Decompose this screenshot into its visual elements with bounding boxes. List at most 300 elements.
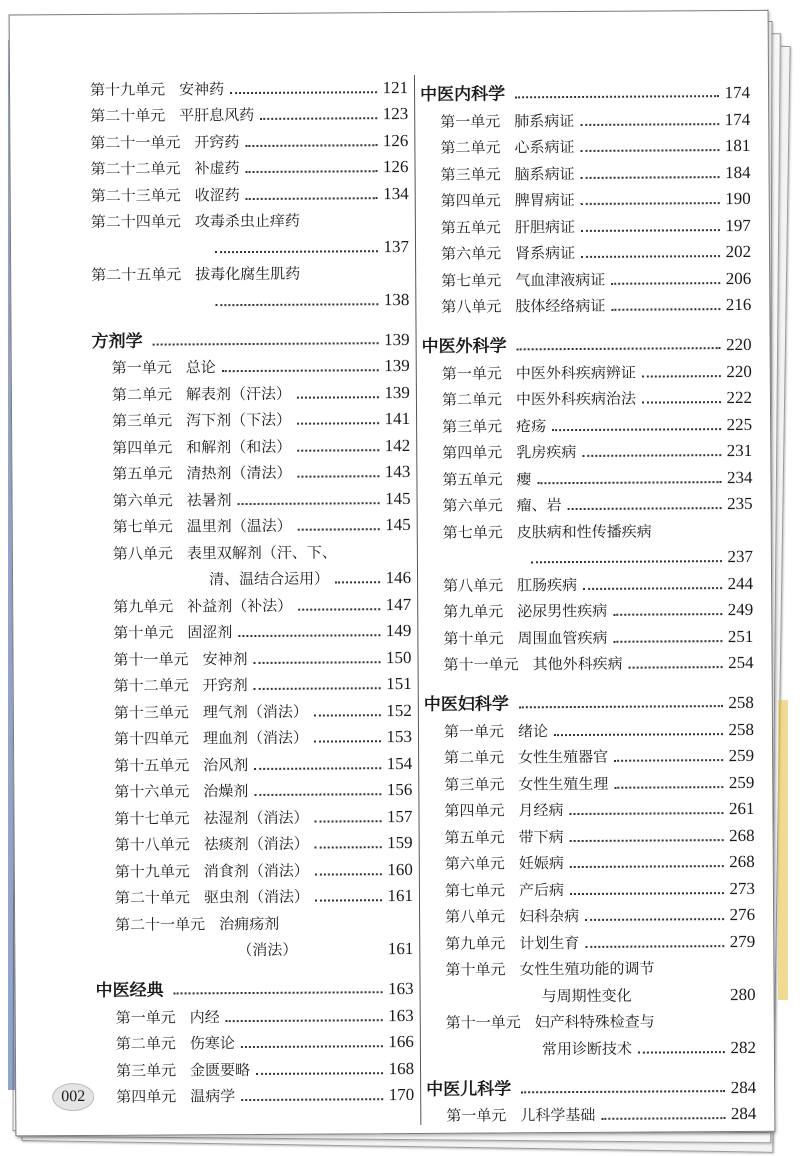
unit-title: 安神药 xyxy=(179,79,225,98)
unit-label: 第四单元 xyxy=(440,191,501,210)
unit-label: 第五单元 xyxy=(444,827,505,847)
unit-title: 表里双解剂（汗、下、 xyxy=(186,542,337,562)
toc-entry xyxy=(90,71,408,99)
unit-title: 气血津液病证 xyxy=(515,270,606,289)
toc-entry xyxy=(91,177,409,205)
page-number: 143 xyxy=(384,462,411,482)
leader-dots xyxy=(256,1072,382,1075)
leader-dots xyxy=(246,197,377,200)
unit-title: 疮疡 xyxy=(516,416,547,435)
page-number: 151 xyxy=(386,674,412,694)
unit-label: 第四单元 xyxy=(112,437,173,457)
section-title: 中医经典 xyxy=(95,980,164,1001)
leader-dots xyxy=(570,865,723,868)
section-title: 方剂学 xyxy=(91,331,143,352)
page-number: 121 xyxy=(382,77,409,97)
unit-label: 第三单元 xyxy=(115,1060,177,1080)
page-number: 181 xyxy=(724,135,751,156)
leader-dots xyxy=(297,475,378,477)
leader-dots xyxy=(297,422,378,424)
unit-label: 第九单元 xyxy=(445,933,506,953)
section-entries xyxy=(96,999,415,1107)
section-heading xyxy=(420,69,750,105)
toc-entry xyxy=(443,567,753,595)
unit-label: 第七单元 xyxy=(441,270,502,290)
unit-title: 产后病 xyxy=(518,880,565,899)
unit-title: 补益剂（补法） xyxy=(187,596,293,615)
toc-entry xyxy=(443,646,753,674)
unit-label: 第十单元 xyxy=(113,623,174,642)
section-heading xyxy=(91,316,409,352)
toc-entry xyxy=(445,872,755,900)
leader-dots xyxy=(537,481,720,484)
page-number: 251 xyxy=(727,626,754,646)
leader-dots xyxy=(246,170,377,173)
unit-label: 第十一单元 xyxy=(443,655,519,674)
toc-entry xyxy=(440,129,750,157)
leader-dots xyxy=(581,229,719,232)
unit-title: 祛暑剂 xyxy=(186,490,232,509)
leader-dots xyxy=(314,714,380,716)
leader-dots xyxy=(585,918,723,921)
toc-entry xyxy=(90,124,408,152)
page-number: 139 xyxy=(384,382,410,402)
unit-title: 治风剂 xyxy=(203,755,249,774)
toc-entry xyxy=(114,694,412,722)
toc-entry xyxy=(444,713,754,741)
unit-label: 第八单元 xyxy=(441,297,502,316)
unit-title: 中医外科疾病辨证 xyxy=(515,363,636,382)
unit-title: 内经 xyxy=(189,1007,220,1026)
page-number: 220 xyxy=(726,361,752,381)
toc-entry xyxy=(114,774,412,802)
leader-dots xyxy=(570,839,723,842)
unit-label: 第三单元 xyxy=(442,416,503,436)
section-entries xyxy=(420,103,751,317)
toc-entry xyxy=(445,898,755,926)
unit-label: 第一单元 xyxy=(443,721,505,741)
leader-dots xyxy=(515,95,719,98)
unit-label: 第十九单元 xyxy=(89,79,166,99)
unit-label: 第十三单元 xyxy=(113,702,189,722)
unit-label: 第一单元 xyxy=(115,1007,176,1027)
toc-entry xyxy=(444,792,754,820)
unit-title: 收涩药 xyxy=(194,185,240,204)
page-number: 190 xyxy=(725,188,751,209)
unit-title: 驱虫剂（消法） xyxy=(203,887,310,907)
unit-title: 肾系病证 xyxy=(515,243,576,263)
unit-label: 第四单元 xyxy=(444,801,505,820)
section-entries xyxy=(423,567,754,675)
page-number: 206 xyxy=(725,268,752,288)
leader-dots xyxy=(335,581,379,583)
leader-dots xyxy=(601,1117,724,1120)
page-number: 126 xyxy=(382,130,409,150)
unit-title: 温里剂（温法） xyxy=(186,516,292,536)
toc-entry xyxy=(445,951,755,979)
toc-entry xyxy=(442,381,752,409)
leader-dots xyxy=(315,899,381,901)
leader-dots xyxy=(230,91,376,94)
unit-title: 祛湿剂（消法） xyxy=(203,808,309,827)
section-entries xyxy=(92,350,411,537)
page-number: 139 xyxy=(384,356,410,376)
page-number: 184 xyxy=(725,162,751,182)
leader-dots xyxy=(222,369,378,372)
section-heading xyxy=(424,679,754,715)
leader-dots xyxy=(614,786,722,789)
page-number: 161 xyxy=(387,938,414,959)
leader-dots xyxy=(238,502,379,505)
page-number: 254 xyxy=(728,652,754,673)
page-number: 153 xyxy=(386,727,413,747)
toc-entry xyxy=(90,98,408,126)
leader-dots xyxy=(583,587,721,590)
toc-entry-continuation xyxy=(115,932,413,960)
leader-dots xyxy=(642,401,720,403)
toc-entry xyxy=(442,461,752,489)
unit-label: 第二单元 xyxy=(441,390,503,409)
unit-label: 第十九单元 xyxy=(114,861,190,881)
section-entries xyxy=(424,713,755,954)
unit-label: 第十八单元 xyxy=(114,835,190,854)
toc-entry xyxy=(441,288,751,316)
leader-dots xyxy=(241,1098,382,1101)
page-number: 166 xyxy=(388,1031,414,1052)
page-number: 163 xyxy=(388,1005,414,1025)
page-number: 259 xyxy=(728,745,755,766)
unit-title: 平肝息风药 xyxy=(179,105,255,125)
unit-label: 第二十四单元 xyxy=(90,212,181,231)
unit-label: 第七单元 xyxy=(112,517,173,536)
right-column xyxy=(420,69,756,1126)
section-heading xyxy=(95,965,413,1001)
unit-label: 第七单元 xyxy=(444,880,506,900)
leader-dots xyxy=(297,396,378,398)
leader-dots xyxy=(582,454,720,457)
unit-label: 第五单元 xyxy=(112,464,173,483)
unit-label: 第一单元 xyxy=(446,1106,507,1125)
leader-dots xyxy=(241,1045,382,1048)
leader-space xyxy=(303,952,381,954)
page-number: 273 xyxy=(729,878,755,898)
page-number: 258 xyxy=(728,719,755,739)
unit-title: 妊娠病 xyxy=(518,854,564,873)
unit-title-line2: （消法） xyxy=(237,940,298,960)
toc-entry xyxy=(442,355,752,383)
leader-dots xyxy=(260,117,376,120)
leader-dots xyxy=(581,255,719,258)
leader-dots xyxy=(517,347,721,350)
unit-label: 第六单元 xyxy=(444,854,505,873)
toc-entry-continuation xyxy=(113,562,411,590)
leader-dots xyxy=(153,342,379,345)
unit-label: 第十四单元 xyxy=(113,729,190,748)
unit-title: 消食剂（消法） xyxy=(203,861,309,880)
leader-dots xyxy=(568,507,721,510)
unit-title: 理血剂（消法） xyxy=(202,728,309,748)
unit-title: 伤寒论 xyxy=(189,1034,235,1053)
leader-dots xyxy=(298,528,379,530)
toc-entry xyxy=(115,827,413,855)
page-number: 216 xyxy=(725,294,752,315)
unit-title: 周围血管疾病 xyxy=(517,628,608,647)
page-number: 146 xyxy=(385,568,412,588)
unit-label: 第七单元 xyxy=(442,522,503,542)
unit-title-line2: 与周期性变化 xyxy=(541,986,632,1005)
section-title: 中医内科学 xyxy=(420,84,506,105)
toc-entry xyxy=(114,668,412,696)
leader-dots xyxy=(580,149,718,152)
unit-label: 第五单元 xyxy=(442,469,503,489)
page-number: 157 xyxy=(386,806,413,826)
page-number: 249 xyxy=(727,599,754,620)
section-heading xyxy=(421,321,751,357)
toc-entry xyxy=(444,766,754,794)
toc-entry xyxy=(112,456,410,484)
page-number: 123 xyxy=(382,104,409,124)
unit-title: 肝胆病证 xyxy=(514,217,575,236)
unit-label: 第九单元 xyxy=(443,602,504,621)
toc-entry xyxy=(443,514,753,542)
leader-dots xyxy=(611,308,719,311)
toc-entry xyxy=(114,747,412,775)
toc-entry xyxy=(444,739,754,767)
leader-dots xyxy=(614,759,722,762)
toc-entry xyxy=(114,721,412,749)
section-heading xyxy=(426,1063,756,1099)
unit-label: 第十六单元 xyxy=(114,782,190,801)
unit-label: 第四单元 xyxy=(442,443,503,462)
toc-entry xyxy=(116,1025,414,1053)
toc-entry-continuation xyxy=(91,230,409,258)
page-number: 279 xyxy=(729,931,756,951)
unit-label: 第十一单元 xyxy=(445,1013,521,1032)
leader-dots xyxy=(238,634,379,637)
section-title: 中医妇科学 xyxy=(423,694,509,715)
section-entries xyxy=(93,588,413,908)
unit-title: 开窍剂 xyxy=(202,676,248,695)
unit-title-line2: 清、温结合运用） xyxy=(208,569,330,589)
toc-entry xyxy=(113,588,411,616)
unit-label: 第一单元 xyxy=(440,111,501,131)
page-number: 235 xyxy=(727,493,753,514)
page-number: 150 xyxy=(385,647,412,667)
leader-dots xyxy=(298,608,379,610)
page-number: 222 xyxy=(726,387,752,408)
unit-label: 第二十一单元 xyxy=(90,132,181,152)
page-number: 276 xyxy=(729,904,756,925)
unit-title: 解表剂（汗法） xyxy=(185,384,291,403)
leader-dots xyxy=(581,176,719,179)
page-number: 156 xyxy=(386,780,413,800)
unit-title: 月经病 xyxy=(518,801,564,820)
unit-label: 第三单元 xyxy=(440,164,501,184)
toc-entry xyxy=(441,262,751,290)
page-number: 160 xyxy=(387,859,413,879)
unit-title: 脑系病证 xyxy=(514,164,575,183)
toc-entry xyxy=(113,509,411,537)
leader-dots xyxy=(315,820,381,822)
page-number: 163 xyxy=(387,978,414,999)
toc-entry xyxy=(115,880,413,908)
toc-entry xyxy=(445,925,755,953)
page-number: 152 xyxy=(386,700,412,720)
unit-title: 儿科学基础 xyxy=(520,1105,596,1125)
page-number: 225 xyxy=(726,414,753,434)
page-number: 174 xyxy=(724,109,751,129)
page-number: 268 xyxy=(729,851,755,872)
page-number: 258 xyxy=(728,692,754,713)
leader-dots xyxy=(531,560,722,563)
unit-label: 第二十单元 xyxy=(90,106,166,125)
toc-entry xyxy=(115,853,413,881)
toc-entry xyxy=(112,429,410,457)
toc-entry xyxy=(441,235,751,263)
leader-dots xyxy=(552,428,720,431)
leader-dots xyxy=(315,846,381,848)
toc-entry xyxy=(446,1004,756,1032)
unit-title: 瘤、岩 xyxy=(516,496,562,515)
toc-entry xyxy=(113,615,411,643)
page-number: 159 xyxy=(387,833,413,853)
toc-entry xyxy=(116,1052,414,1080)
toc-entry xyxy=(443,593,753,621)
page-number: 149 xyxy=(385,621,412,641)
section-entries xyxy=(423,514,753,569)
page-number: 126 xyxy=(382,157,409,177)
toc-entry xyxy=(112,482,410,510)
unit-title: 治痈疡剂 xyxy=(219,914,280,933)
toc-entry xyxy=(441,209,751,237)
section-title: 中医外科学 xyxy=(421,336,507,357)
toc-entry xyxy=(446,1097,756,1125)
section-entries xyxy=(93,535,411,590)
unit-label: 第八单元 xyxy=(443,575,504,595)
page-number: 141 xyxy=(384,409,411,429)
unit-title: 其他外科疾病 xyxy=(532,654,623,674)
leader-dots xyxy=(580,123,718,126)
page-number: 170 xyxy=(388,1084,415,1105)
page-number: 244 xyxy=(727,573,754,593)
unit-label: 第十五单元 xyxy=(114,755,190,775)
unit-label: 第一单元 xyxy=(441,363,502,383)
page-number: 284 xyxy=(730,1077,757,1097)
page-number: 139 xyxy=(384,329,410,349)
leader-dots xyxy=(245,144,376,147)
page-number: 145 xyxy=(385,515,411,535)
toc-entry xyxy=(116,1078,414,1106)
section-entries xyxy=(426,1097,756,1126)
unit-title: 清热剂（清法） xyxy=(186,463,292,483)
page-number: 280 xyxy=(730,984,756,1004)
unit-title: 泌尿男性疾病 xyxy=(517,601,608,621)
unit-label: 第二单元 xyxy=(115,1034,176,1053)
page-number: 174 xyxy=(724,82,751,103)
toc-entry xyxy=(113,641,411,669)
unit-title: 和解剂（和法） xyxy=(186,437,292,456)
toc-entry xyxy=(115,906,413,934)
unit-label: 第六单元 xyxy=(441,244,502,263)
page-number: 284 xyxy=(730,1103,757,1124)
page-number: 202 xyxy=(725,241,752,262)
unit-title: 女性生殖器官 xyxy=(518,747,609,767)
unit-label: 第十单元 xyxy=(445,960,506,979)
unit-label: 第六单元 xyxy=(112,490,173,510)
leader-space xyxy=(638,998,724,1001)
leader-dots xyxy=(254,793,380,796)
page-number: 147 xyxy=(385,594,412,614)
toc-entry-continuation xyxy=(91,283,409,311)
toc-entry xyxy=(441,182,751,210)
toc-entry xyxy=(442,434,752,462)
toc-entry xyxy=(440,103,750,131)
leader-dots xyxy=(613,613,721,616)
page-number: 220 xyxy=(726,334,752,355)
unit-title: 心系病证 xyxy=(514,137,575,157)
toc-entry xyxy=(112,403,410,431)
toc-entry-continuation xyxy=(446,1031,756,1059)
unit-title: 妇科杂病 xyxy=(519,906,580,926)
book-edge-yellow xyxy=(778,700,788,1000)
page-number: 234 xyxy=(726,467,753,487)
page-number: 261 xyxy=(728,798,755,819)
page-number: 161 xyxy=(387,886,414,906)
unit-label: 第一单元 xyxy=(111,358,172,377)
unit-label: 第十单元 xyxy=(443,628,504,648)
unit-label: 第五单元 xyxy=(440,217,501,237)
unit-title: 祛痰剂（消法） xyxy=(203,834,309,854)
page-number: 197 xyxy=(725,215,751,235)
leader-dots xyxy=(215,250,378,253)
unit-title: 固涩剂 xyxy=(187,623,233,642)
materia-medica-tail xyxy=(90,71,409,205)
unit-title: 女性生殖功能的调节 xyxy=(519,959,655,979)
leader-dots xyxy=(521,1090,725,1093)
unit-title: 攻毒杀虫止痒药 xyxy=(194,211,300,231)
unit-title: 总论 xyxy=(185,358,216,377)
unit-label: 第六单元 xyxy=(442,496,503,515)
unit-title: 肢体经络病证 xyxy=(515,296,606,316)
unit-label: 第四单元 xyxy=(116,1087,177,1106)
leader-dots xyxy=(642,375,720,377)
unit-label: 第八单元 xyxy=(445,907,506,926)
leader-dots xyxy=(638,1051,724,1054)
unit-title: 补虚药 xyxy=(194,159,240,178)
unit-title: 治燥剂 xyxy=(203,782,249,801)
unit-title: 计划生育 xyxy=(519,933,580,952)
leader-dots xyxy=(519,705,723,708)
leader-dots xyxy=(174,991,383,994)
unit-label: 第二单元 xyxy=(111,384,172,404)
unit-title: 女性生殖生理 xyxy=(518,774,609,793)
unit-label: 第十一单元 xyxy=(113,649,189,669)
leader-dots xyxy=(315,873,381,875)
toc-page xyxy=(9,10,776,1137)
leader-dots xyxy=(629,666,722,669)
leader-dots xyxy=(611,282,719,285)
page-number: 268 xyxy=(729,825,755,845)
unit-title: 妇产科特殊检查与 xyxy=(534,1012,655,1032)
unit-title: 金匮要略 xyxy=(189,1060,251,1079)
page-number: 137 xyxy=(383,236,410,256)
toc-entry-continuation xyxy=(443,540,753,568)
unit-title: 泻下剂（下法） xyxy=(186,410,292,430)
unit-label: 第二十单元 xyxy=(114,888,191,907)
leader-dots xyxy=(570,892,723,895)
toc-entry xyxy=(116,999,414,1027)
unit-label: 第二十五单元 xyxy=(91,265,182,284)
